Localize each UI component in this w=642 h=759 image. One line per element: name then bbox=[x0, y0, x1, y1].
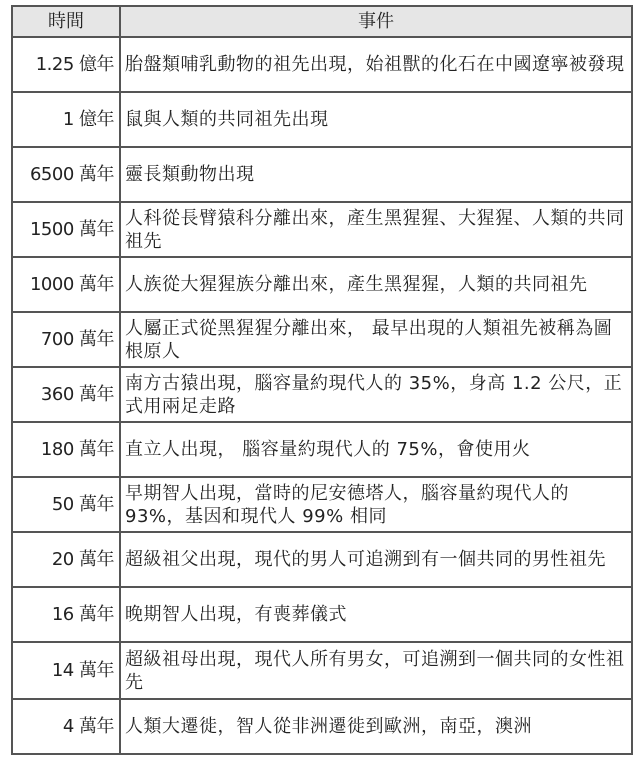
table-row bbox=[12, 477, 632, 532]
header-time: 時間 bbox=[12, 6, 120, 37]
event-cell: 早期智人出現，當時的尼安德塔人，腦容量約現代人的 93%，基因和現代人 99% 相同 bbox=[120, 477, 632, 532]
table-row bbox=[12, 312, 632, 367]
event-cell: 超級祖母出現，現代人所有男女，可追溯到一個共同的女性祖先 bbox=[120, 642, 632, 699]
table-header-row bbox=[12, 6, 632, 37]
table-row bbox=[12, 422, 632, 477]
event-cell: 靈長類動物出現 bbox=[120, 147, 632, 202]
human-evolution-timeline-table bbox=[11, 5, 633, 755]
time-cell: 1000 萬年 bbox=[12, 257, 120, 312]
time-cell: 1 億年 bbox=[12, 92, 120, 147]
table-row bbox=[12, 532, 632, 587]
time-cell: 1.25 億年 bbox=[12, 37, 120, 92]
event-cell: 胎盤類哺乳動物的祖先出現，始祖獸的化石在中國遼寧被發現 bbox=[120, 37, 632, 92]
event-cell: 鼠與人類的共同祖先出現 bbox=[120, 92, 632, 147]
event-cell: 南方古猿出現，腦容量約現代人的 35%，身高 1.2 公尺，正式用兩足走路 bbox=[120, 367, 632, 422]
event-cell: 晚期智人出現，有喪葬儀式 bbox=[120, 587, 632, 642]
time-cell: 50 萬年 bbox=[12, 477, 120, 532]
table-row bbox=[12, 147, 632, 202]
header-event: 事件 bbox=[120, 6, 632, 37]
time-cell: 20 萬年 bbox=[12, 532, 120, 587]
event-cell: 人科從長臂猿科分離出來，產生黑猩猩、大猩猩、人類的共同祖先 bbox=[120, 202, 632, 257]
table-row bbox=[12, 367, 632, 422]
time-cell: 1500 萬年 bbox=[12, 202, 120, 257]
table-row bbox=[12, 642, 632, 699]
time-cell: 360 萬年 bbox=[12, 367, 120, 422]
table-row bbox=[12, 587, 632, 642]
event-cell: 人族從大猩猩族分離出來，產生黑猩猩，人類的共同祖先 bbox=[120, 257, 632, 312]
event-cell: 超級祖父出現，現代的男人可追溯到有一個共同的男性祖先 bbox=[120, 532, 632, 587]
time-cell: 4 萬年 bbox=[12, 699, 120, 754]
time-cell: 700 萬年 bbox=[12, 312, 120, 367]
table-row bbox=[12, 92, 632, 147]
table-row bbox=[12, 202, 632, 257]
event-cell: 人屬正式從黑猩猩分離出來， 最早出現的人類祖先被稱為圖根原人 bbox=[120, 312, 632, 367]
table-row bbox=[12, 37, 632, 92]
event-cell: 人類大遷徙，智人從非洲遷徙到歐洲，南亞，澳洲 bbox=[120, 699, 632, 754]
time-cell: 16 萬年 bbox=[12, 587, 120, 642]
event-cell: 直立人出現， 腦容量約現代人的 75%，會使用火 bbox=[120, 422, 632, 477]
table-row bbox=[12, 257, 632, 312]
time-cell: 6500 萬年 bbox=[12, 147, 120, 202]
time-cell: 180 萬年 bbox=[12, 422, 120, 477]
time-cell: 14 萬年 bbox=[12, 642, 120, 699]
table-row bbox=[12, 699, 632, 754]
